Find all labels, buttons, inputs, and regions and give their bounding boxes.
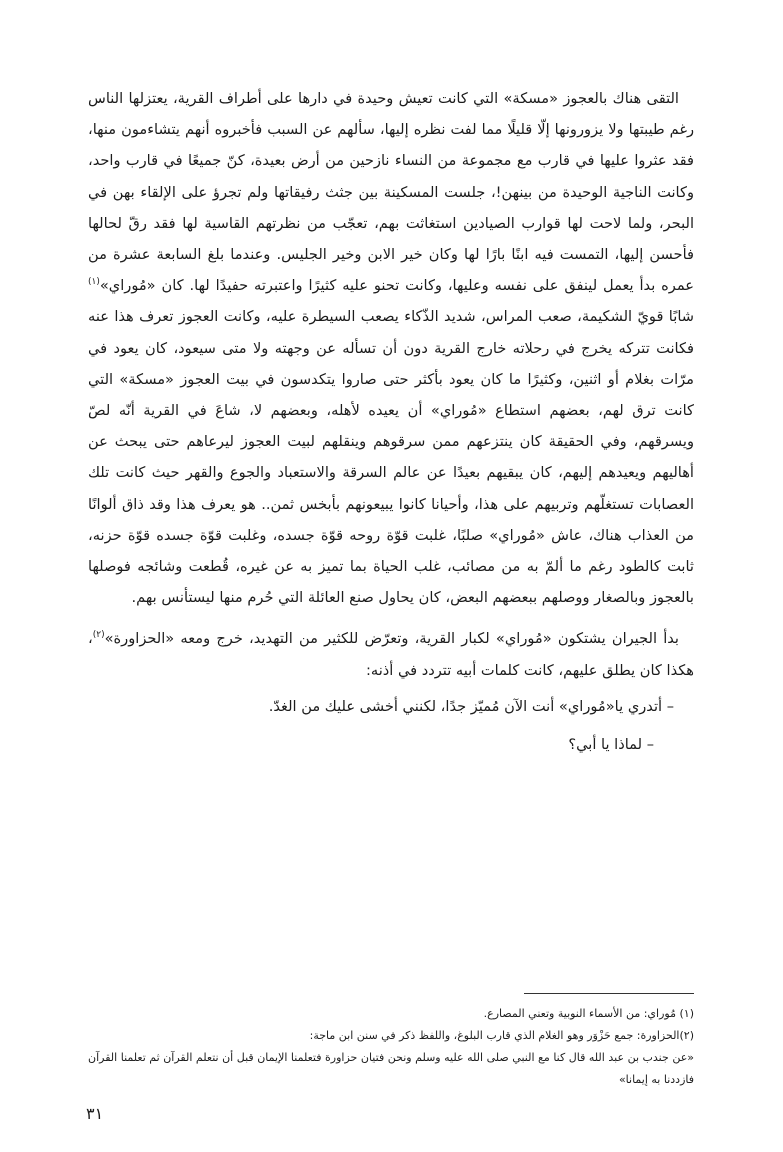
dialogue-line-1: – أتدري يا«مُوراي» أنت الآن مُميّز جدًا، لكنني أخشى عليك من الغدّ.	[268, 697, 674, 715]
paragraph-2	[88, 623, 694, 685]
paragraph-2-text: بدأ الجيران يشتكون «مُوراي» لكبار القرية، وتعرّض للكثير من التهديد، خرج ومعه «الحزاورة»	[104, 630, 679, 648]
dialogue-line-2: – لماذا يا أبي؟	[568, 735, 654, 753]
page-number: ٣١	[86, 1104, 104, 1123]
footnote-separator	[524, 993, 694, 994]
paragraph-2-continued: ، هكذا كان يطلق عليهم، كانت كلمات أبيه تتردد في أذنه:	[88, 630, 694, 679]
footnote-1: (١) مُوراي: من الأسماء النوبية وتعني المصارع.	[483, 1007, 694, 1020]
footnote-2: (٢)الحزاورة: جمع حَزْوَر وهو الغلام الذي قارب البلوغ، واللفظ ذكر في سنن ابن ماجة:	[309, 1029, 694, 1042]
footnote-2-continued: «عن جندب بن عبد الله قال كنا مع النبي صلى الله عليه وسلم ونحن فتيان حزاورة فتعلمنا الإيمان قبل أن نتعلم القرآن ثم تعلمنا القرآن فازددنا به إيمانا»	[88, 1051, 694, 1086]
paragraph-1-continued: شابًا قويّ الشكيمة، صعب المراس، شديد الذّكاء يصعب السيطرة عليه، وكانت العجوز تعرف هذا عنه فكانت تتركه يخرج في رحلاته خارج القرية دون أن تسأله عن وجهته ولا متى سيعود، كان يعود في مرّات بغلام أو اثنين، وكثيرًا ما كان يعود بأكثر حتى صاروا يتكدسون في بيت العجوز «مسكة» التي كانت ترق لهم، بعضهم استطاع «مُوراي» أن يعيده لأهله، وبعضهم لا، شاعَ في القرية أنّه لصّ ويسرقهم، وفي الحقيقة كان ينتزعهم ممن سرقوهم وينقلهم لبيت العجوز ليرعاهم حتى يبحث عن أهاليهم ويعيدهم إليهم، كان يبقيهم بعيدًا عن عالم السرقة والاستعباد والجوع والقهر حيث كانت تلك العصابات تستغلّهم وتربيهم على هذا، وأحيانا كانوا يبيعونهم بأبخس ثمن.. هو يعرف هذا وقد ذاق ألوانًا من العذاب هناك، عاش «مُوراي» صلبًا، غلبت قوّة روحه قوّة جسده، وغلبت قوّة جسده قوّة حزنه، ثابت كالطود رغم ما ألمّ به من مصائب، غلب الحياة بما تميز به عن غيره، قُطعت وشائجه فوصلها بالعجوز وبالصغار ووصلهم ببعضهم البعض، كان يحاول صنع العائلة التي حُرم منها ليستأنس بهم.	[88, 308, 694, 607]
footnote-ref-1: (١)	[88, 277, 100, 288]
footnote-ref-2: (٢)	[92, 630, 105, 641]
paragraph-1	[88, 83, 694, 613]
paragraph-1-text: التقى هناك بالعجوز «مسكة» التي كانت تعيش وحيدة في دارها على أطراف القرية، يعتزلها الناس رغم طيبتها ولا يزورونها إلّا قليلًا مما لفت نظره إليها، سألهم عن السبب فأخبروه أنهم يتشاءمون منها، فقد عثروا عليها في قارب مع مجموعة من النساء نازحين من أرض بعيدة، كنّ جميعًا في قارب واحد، وكانت الناجية الوحيدة من بينهن!، جلست المسكينة بين جثث رفيقاتها ولم تجرؤ على الإلقاء بهن في البحر، ولما لاحت لها قوارب الصيادين استغاثت بهم، تعجّب من نظرتهم القاسية لها فقد رقّ لحالها فأحسن إليها، التمست فيه ابنًا بارًا لها وكان خير الابن وخير الجليس. وعندما بلغ السابعة عشرة من عمره بدأ يعمل لينفق على نفسه وعليها، وكانت تحنو عليه كثيرًا واعتبرته حفيدًا لها. كان «مُوراي»	[88, 90, 694, 295]
footnotes	[88, 1003, 694, 1091]
main-text	[88, 83, 694, 762]
